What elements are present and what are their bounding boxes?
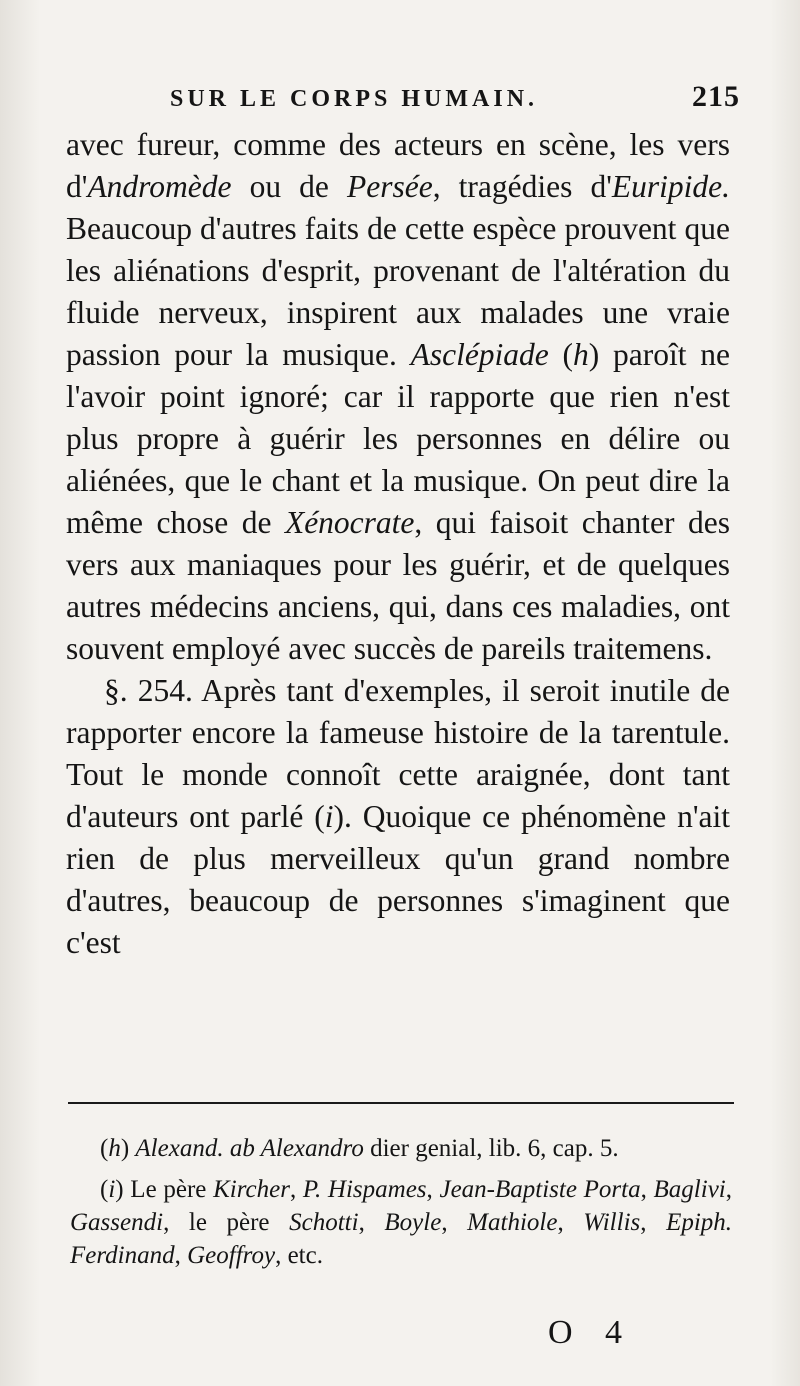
signature-mark: O 4	[548, 1314, 635, 1351]
text-run: (	[100, 1135, 109, 1162]
italic-name: Schotti	[289, 1209, 359, 1236]
page-edge-shadow-left	[0, 0, 40, 1386]
footnote-divider	[68, 1102, 734, 1104]
text-run: , le père	[163, 1209, 290, 1236]
italic-name: Xénocrate	[284, 505, 415, 540]
text-run: ,	[289, 1176, 303, 1203]
paragraph-continuation	[66, 124, 730, 670]
text-run: )	[120, 1135, 136, 1162]
text-run: ,	[174, 1242, 188, 1269]
page-number: 215	[692, 80, 740, 113]
text-run: (	[100, 1176, 109, 1203]
footnote-h	[70, 1132, 732, 1165]
italic-name: Asclépiade	[410, 337, 549, 372]
text-run: §. 254. Après tant d'exemples, il seroit inutile de rapporter encore la fameuse histoire de la tarentule. Tout le monde connoît cette araignée, dont tant d'auteurs ont parlé (	[66, 673, 730, 834]
footnote-marker: i	[108, 1176, 116, 1203]
italic-title: Andromède	[87, 169, 232, 204]
italic-name: Mathiole	[467, 1209, 558, 1236]
italic-citation: Alexand. ab Alexandro	[135, 1135, 364, 1162]
italic-name: Gassendi	[70, 1209, 164, 1236]
text-run: avec fureur, comme des acteurs en scène, les vers d'	[66, 127, 730, 204]
text-run: , qui faisoit chanter des vers aux maniaques pour les guérir, et de quelques autres médecins anciens, qui, dans ces maladies, ont souvent employé avec succès de pareils traitemens.	[66, 505, 730, 666]
text-run: ). Quoique ce phénomène n'ait rien de plus merveilleux qu'un grand nombre d'autres, beaucoup de personnes s'imaginent que c'est	[66, 799, 730, 960]
italic-name: P. Hispames	[302, 1176, 427, 1203]
footnotes	[70, 1132, 732, 1280]
text-run: ,	[557, 1209, 584, 1236]
text-run: , tragédies d'	[432, 169, 612, 204]
text-run: (	[548, 337, 574, 372]
italic-name: Boyle	[384, 1209, 442, 1236]
page-edge-shadow-right	[770, 0, 800, 1386]
text-run: ,	[358, 1209, 385, 1236]
footnote-i	[70, 1173, 732, 1272]
footnote-marker: h	[108, 1135, 121, 1162]
text-run: ,	[640, 1176, 654, 1203]
italic-name: Kircher	[213, 1176, 290, 1203]
italic-name: Epiph. Ferdinand	[70, 1209, 733, 1269]
text-run: ,	[441, 1209, 468, 1236]
text-run: ou de	[231, 169, 347, 204]
running-title: SUR LE CORPS HUMAIN.	[170, 86, 539, 112]
main-text	[66, 124, 730, 964]
text-run: ,	[426, 1176, 440, 1203]
italic-name: Willis	[583, 1209, 641, 1236]
text-run: ,	[640, 1209, 667, 1236]
italic-name: Jean-Baptiste Porta	[439, 1176, 641, 1203]
paragraph-254	[66, 670, 730, 964]
footnote-ref-h: h	[573, 337, 589, 372]
italic-name: Euripide.	[611, 169, 731, 204]
text-run: ) Le père	[115, 1176, 214, 1203]
text-run: dier genial, lib. 6, cap. 5.	[363, 1135, 619, 1162]
text-run: Beaucoup d'autres faits de cette espèce prouvent que les aliénations d'esprit, provenant de l'altération du fluide nerveux, inspirent aux malades une vraie passion pour la musique.	[66, 211, 730, 372]
running-header	[170, 80, 740, 113]
italic-title: Persée	[347, 169, 433, 204]
italic-name: Baglivi	[653, 1176, 726, 1203]
text-run: ) paroît ne l'avoir point ignoré; car il rapporte que rien n'est plus propre à guérir les personnes en délire ou aliénées, que le chant et la musique. On peut dire la même chose de	[66, 337, 730, 540]
text-run: , etc.	[275, 1242, 323, 1269]
footnote-ref-i: i	[324, 799, 334, 834]
text-run: ,	[725, 1176, 732, 1203]
italic-name: Geoffroy	[187, 1242, 276, 1269]
